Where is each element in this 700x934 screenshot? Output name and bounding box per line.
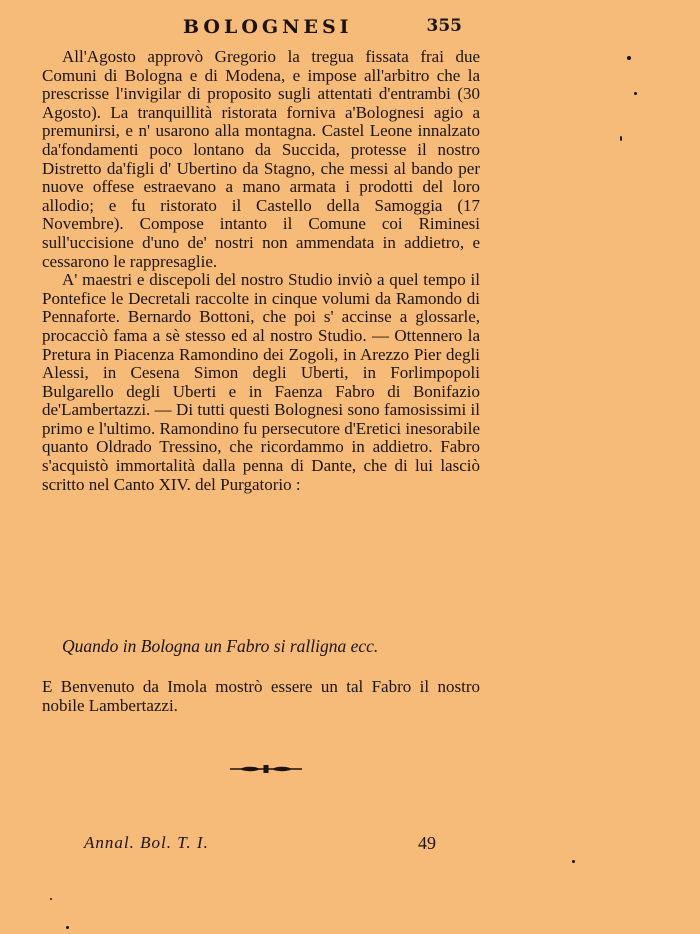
ornament-divider-icon <box>228 764 304 774</box>
paragraph: E Benvenuto da Imola mostrò essere un tal Fabro il nostro nobile Lambertazzi. <box>42 677 480 715</box>
ink-speck <box>627 56 631 60</box>
paragraph: All'Agosto approvò Gregorio la tregua fissata frai due Comuni di Bologna e di Modena, e impose all'arbitro che la prescrisse l'invigilar di proposito sugli attentati d'entrambi (30 Agosto). La tranquillità ristorata forniva a'Bolognesi agio a premunirsi, e n' usarono alla montagna. Castel Leone innalzato da'fondamenti poco lontano da Succida, protesse il nostro Distretto da'figli d' Ubertino da Stagno, che messi al bando per nuove offese estraevano a mano armata i prodotti del loro allodio; e fu ristorato il Castello della Samoggia (17 Novembre). Compose intanto il Comune coi Riminesi sull'uccisione d'uno de' nostri non ammendata in addietro, e cessarono le rappresaglie. <box>42 47 480 271</box>
paragraph: A' maestri e discepoli del nostro Studio inviò a quel tempo il Pontefice le Decretali raccolte in cinque volumi da Ramondo di Pennaforte. Bernardo Bottoni, che poi s' accinse a glossarle, procacciò fama a sè stesso ed al nostro Studio. — Ottennero la Pretura in Piacenza Ramondino dei Zogoli, in Arezzo Pier degli Alessi, in Cesena Simon degli Uberti, in Forlimpopoli Bulgarello degli Uberti e in Faenza Fabro di Bonifazio de'Lambertazzi. — Di tutti questi Bolognesi sono famosissimi il primo e l'ultimo. Ramondino fu persecutore d'Eretici inesorabile quanto Oldrado Tressino, che ricordammo in addietro. Fabro s'acquistò immortalità dalla penna di Dante, che di lui lasciò scritto nel Canto XIV. del Purgatorio : <box>42 270 480 494</box>
signature-mark: Annal. Bol. T. I. <box>84 833 209 852</box>
closing-paragraph <box>42 678 480 715</box>
body-text <box>42 48 480 494</box>
ink-speck <box>50 898 52 900</box>
ink-speck <box>66 926 69 929</box>
ink-speck <box>620 136 622 141</box>
running-head-title: BOLOGNESI <box>183 16 353 38</box>
ink-speck <box>572 860 575 863</box>
signature-number: 49 <box>418 833 436 853</box>
page-number: 355 <box>426 16 462 36</box>
ink-speck <box>634 92 637 95</box>
running-head <box>40 14 480 40</box>
dante-verse-quote: Quando in Bologna un Fabro si ralligna ecc. <box>62 636 379 656</box>
